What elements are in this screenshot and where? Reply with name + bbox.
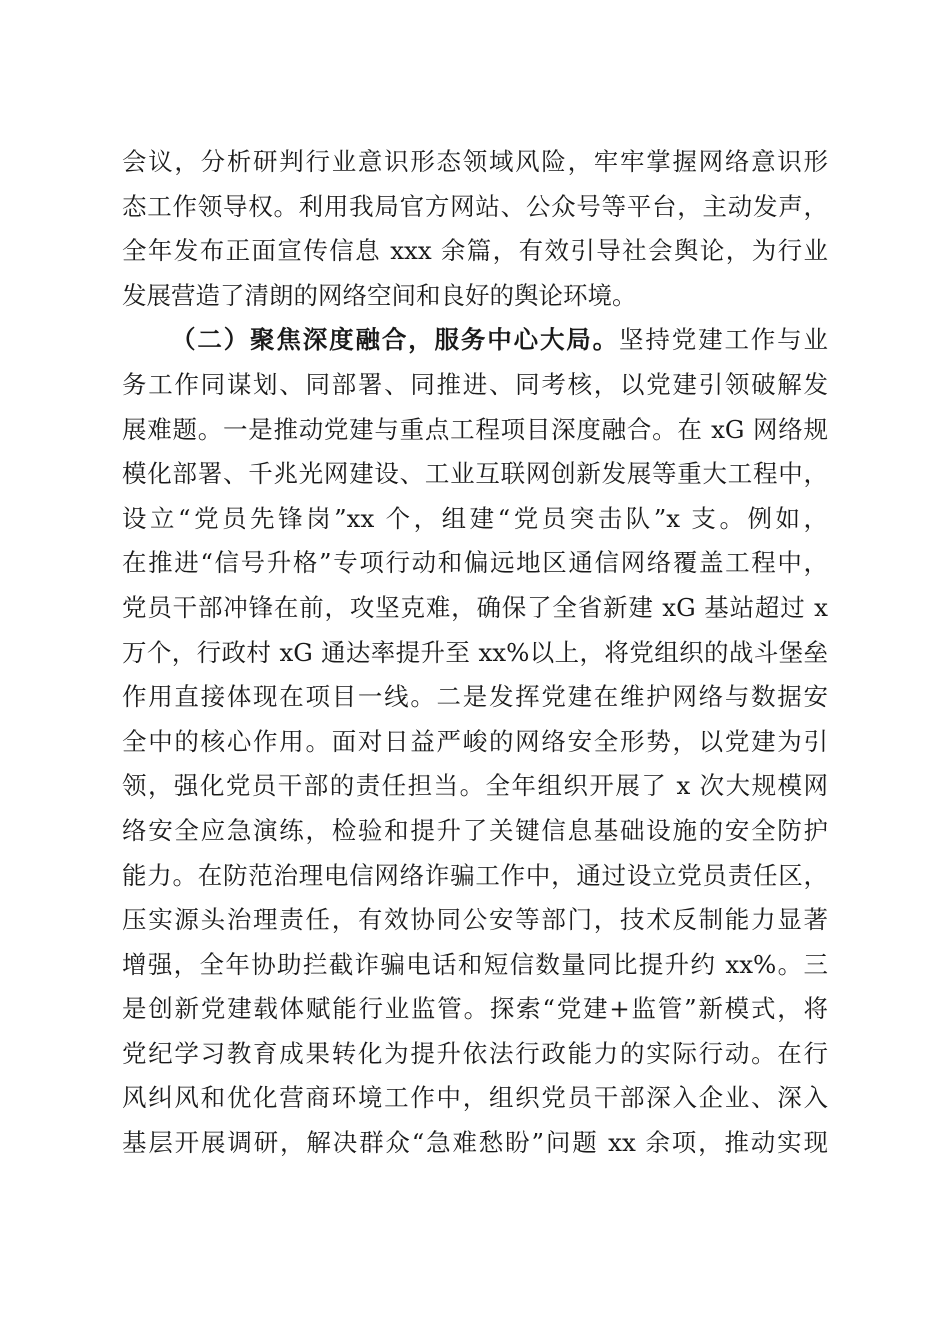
text-line: 会议，分析研判行业意识形态领域风险，牢牢掌握网络意识形: [122, 147, 828, 176]
text-line: 全年发布正面宣传信息 xxx 余篇，有效引导社会舆论，为行业: [122, 236, 828, 266]
text-line: 压实源头治理责任，有效协同公安等部门，技术反制能力显著: [122, 905, 828, 935]
section-heading-line: [122, 318, 828, 363]
body-text: [122, 140, 828, 1166]
text-line: 态工作领导权。利用我局官方网站、公众号等平台，主动发声，: [122, 191, 828, 221]
text-line: 展难题。一是推动党建与重点工程项目深度融合。在 xG 网络规: [122, 414, 828, 444]
text-line: 发展营造了清朗的网络空间和良好的舆论环境。: [122, 280, 637, 310]
text-line: 万个，行政村 xG 通达率提升至 xx%以上，将党组织的战斗堡垒: [122, 637, 828, 667]
text-run: 坚持党建工作与业: [619, 325, 829, 355]
text-line: 在推进“信号升格”专项行动和偏远地区通信网络覆盖工程中，: [122, 548, 828, 578]
text-line: 领，强化党员干部的责任担当。全年组织开展了 x 次大规模网: [122, 771, 828, 801]
text-line: 能力。在防范治理电信网络诈骗工作中，通过设立党员责任区，: [122, 860, 828, 890]
text-line: 党纪学习教育成果转化为提升依法行政能力的实际行动。在行: [122, 1038, 828, 1068]
text-line: 模化部署、千兆光网建设、工业互联网创新发展等重大工程中，: [122, 459, 828, 489]
text-line: 全中的核心作用。面对日益严峻的网络安全形势，以党建为引: [122, 726, 828, 756]
text-line: 设立“党员先锋岗”xx 个，组建“党员突击队”x 支。例如，: [122, 503, 828, 533]
text-line: 是创新党建载体赋能行业监管。探索“党建+监管”新模式，将: [122, 994, 828, 1024]
section-heading: （二）聚焦深度融合，服务中心大局。: [171, 325, 620, 355]
text-line: 络安全应急演练，检验和提升了关键信息基础设施的安全防护: [122, 815, 828, 845]
text-line: 增强，全年协助拦截诈骗电话和短信数量同比提升约 xx%。三: [122, 949, 828, 979]
text-line: 基层开展调研，解决群众“急难愁盼”问题 xx 余项，推动实现: [122, 1128, 828, 1158]
text-line: 务工作同谋划、同部署、同推进、同考核，以党建引领破解发: [122, 369, 828, 399]
text-line: 风纠风和优化营商环境工作中，组织党员干部深入企业、深入: [122, 1083, 828, 1113]
text-line: 作用直接体现在项目一线。二是发挥党建在维护网络与数据安: [122, 682, 828, 712]
text-line: 党员干部冲锋在前，攻坚克难，确保了全省新建 xG 基站超过 x: [122, 592, 828, 622]
